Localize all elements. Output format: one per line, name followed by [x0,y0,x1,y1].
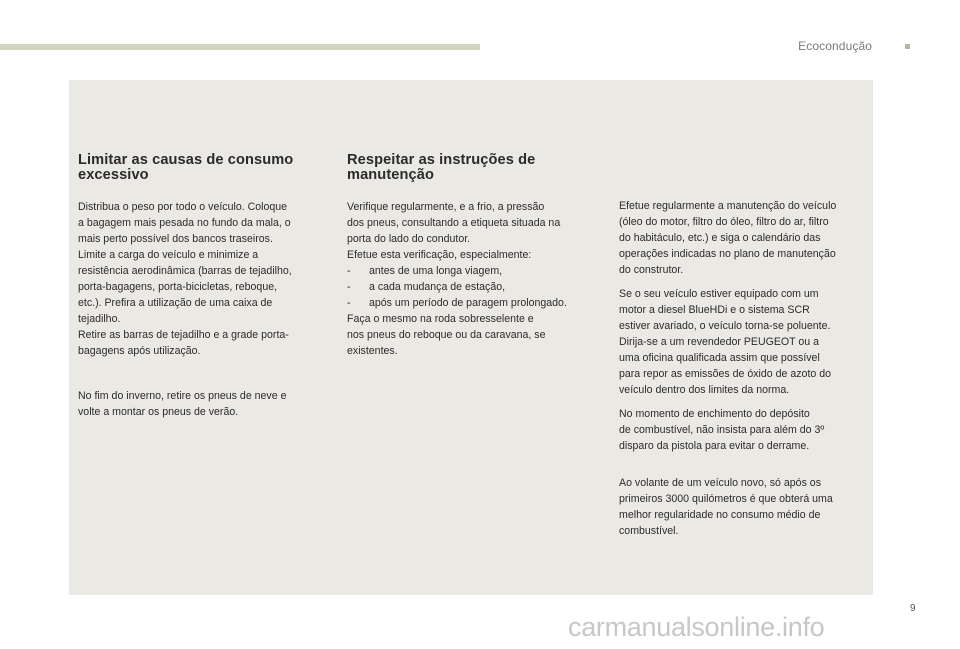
text-line: nos pneus do reboque ou da caravana, se [347,329,546,341]
list-item [347,279,603,295]
text-line: do habitáculo, etc.) e siga o calendário das [619,232,821,244]
text-line: Faça o mesmo na roda sobresselente e [347,313,534,325]
watermark-text: carmanualsonline.info [568,612,825,642]
text-line: estiver avariado, o veículo torna-se poluente. [619,320,831,332]
heading-line: Limitar as causas de consumo [78,152,294,168]
text-line: Retire as barras de tejadilho e a grade porta- [78,329,289,341]
text-line: motor a diesel BlueHDi e o sistema SCR [619,304,810,316]
list-item [347,263,603,279]
text-line: melhor regularidade no consumo médio de [619,509,821,521]
text-line: Dirija-se a um revendedor PEUGEOT ou a [619,336,819,348]
text-line: a bagagem mais pesada no fundo da mala, o [78,217,291,229]
text-line: tejadilho. [78,313,121,325]
heading-limit-consumption [78,153,330,183]
text-line: Limite a carga do veículo e minimize a [78,249,259,261]
page-number: 9 [910,603,916,614]
text-line: do construtor. [619,264,684,276]
winter-paragraph [78,388,330,420]
text-line: porta-bagagens, porta-bicicletas, reboque, [78,281,278,293]
text-line: uma oficina qualificada assim que possível [619,352,820,364]
heading-maintenance [347,153,603,183]
text-line: No fim do inverno, retire os pneus de neve e [78,390,287,402]
list-item-text: após um período de paragem prolongado. [369,297,567,309]
text-line: dos pneus, consultando a etiqueta situada na [347,217,561,229]
text-line: Distribua o peso por todo o veículo. Coloque [78,201,288,213]
text-line: disparo da pistola para evitar o derrame. [619,440,810,452]
service-paragraph [619,198,865,278]
heading-line: manutenção [347,167,434,183]
text-line: operações indicadas no plano de manutenção [619,248,836,260]
text-line: (óleo do motor, filtro do óleo, filtro do ar, filtro [619,216,829,228]
dash-bullet: - [347,281,351,293]
text-line: Efetue esta verificação, especialmente: [347,249,532,261]
text-line: de combustível, não insista para além do 3º [619,424,825,436]
dash-bullet: - [347,297,351,309]
heading-line: Respeitar as instruções de [347,152,536,168]
header-accent-bar [0,44,480,50]
text-line: bagagens após utilização. [78,345,201,357]
text-line: mais perto possível dos bancos traseiros. [78,233,273,245]
text-line: porta do lado do condutor. [347,233,471,245]
text-line: veículo dentro dos limites da norma. [619,384,790,396]
section-marker-icon [905,44,910,49]
text-line: existentes. [347,345,398,357]
section-title: Ecocondução [798,39,872,53]
text-line: Ao volante de um veículo novo, só após os [619,477,821,489]
list-item-text: a cada mudança de estação, [369,281,506,293]
text-line: etc.). Prefira a utilização de uma caixa de [78,297,273,309]
column-limit-consumption [78,153,330,420]
text-line: combustível. [619,525,679,537]
dash-bullet: - [347,265,351,277]
refuel-paragraph [619,406,865,454]
column-maintenance [347,153,603,359]
text-line: Efetue regularmente a manutenção do veículo [619,200,837,212]
tyre-paragraph [347,199,603,359]
text-line: Verifique regularmente, e a frio, a pressão [347,201,545,213]
text-line: para repor as emissões de óxido de azoto do [619,368,832,380]
text-line: volte a montar os pneus de verão. [78,406,239,418]
text-line: resistência aerodinâmica (barras de tejadilho, [78,265,292,277]
list-item [347,295,603,311]
new-vehicle-paragraph [619,475,865,539]
text-line: Se o seu veículo estiver equipado com um [619,288,819,300]
list-item-text: antes de uma longa viagem, [369,265,503,277]
scr-paragraph [619,286,865,398]
text-line: primeiros 3000 quilómetros é que obterá uma [619,493,833,505]
text-line: No momento de enchimento do depósito [619,408,810,420]
weight-paragraph [78,199,330,359]
column-maintenance-continued [619,198,865,539]
heading-line: excessivo [78,167,149,183]
